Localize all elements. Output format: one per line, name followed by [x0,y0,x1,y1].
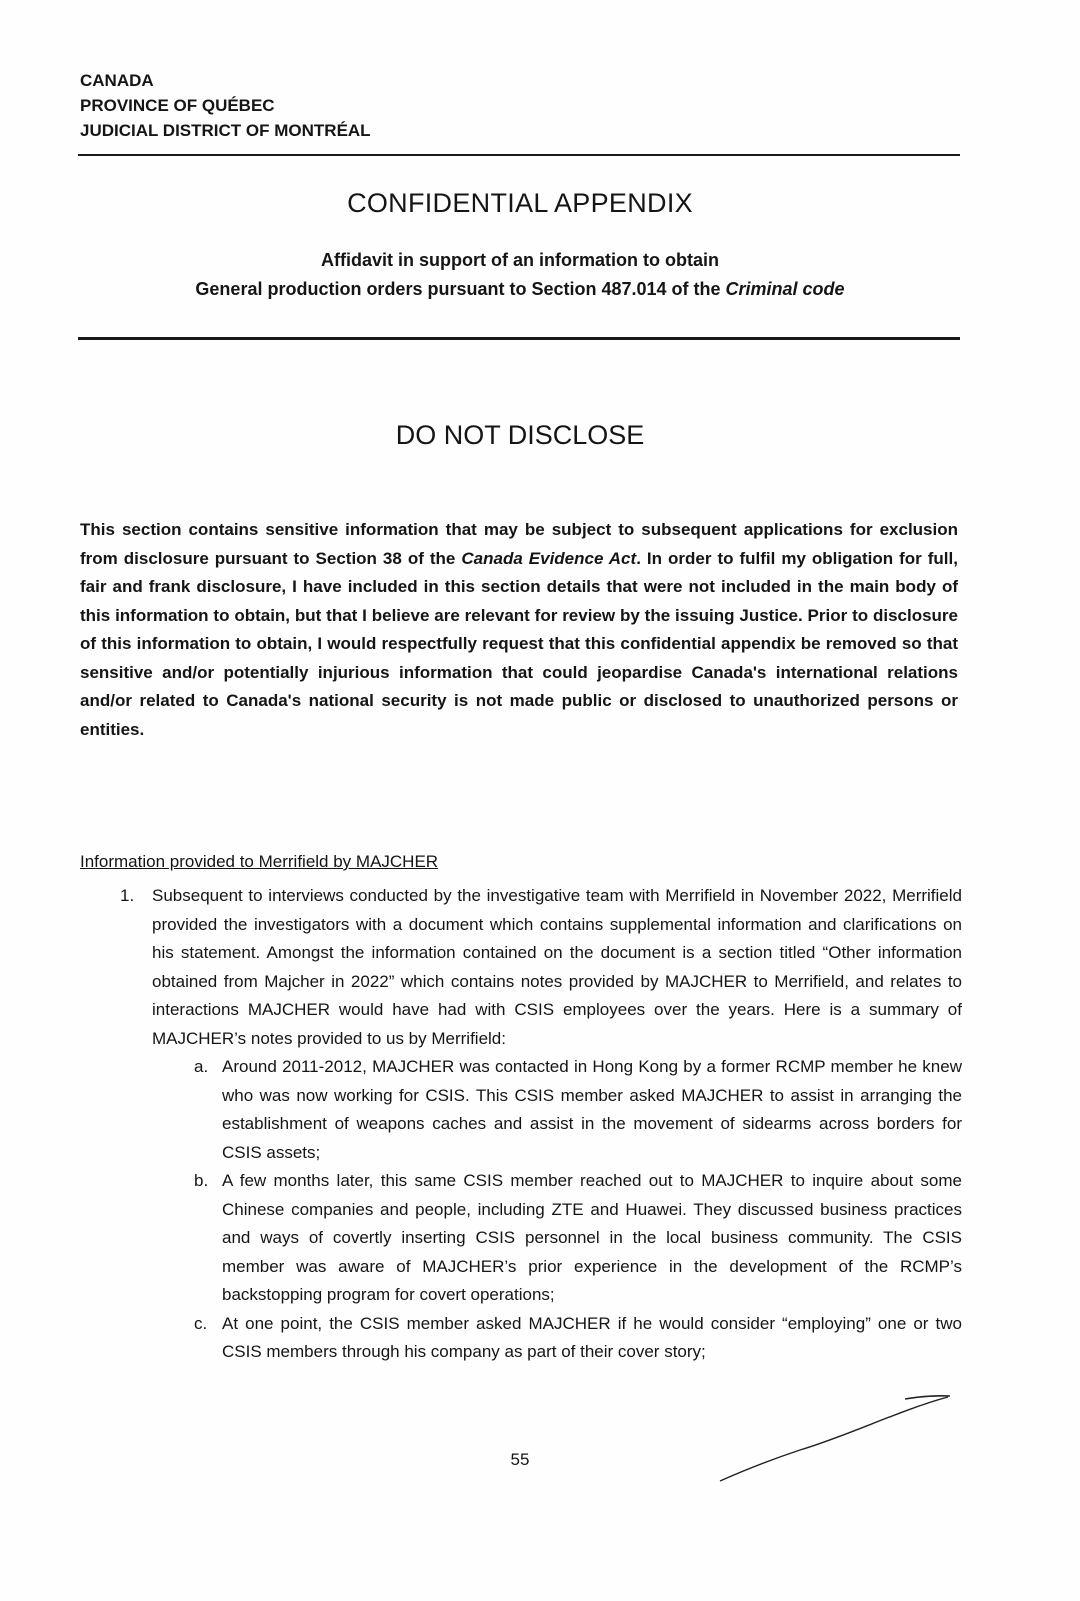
subitem-a [194,1053,962,1167]
item-number: 1. [120,886,135,905]
header-divider [78,154,960,156]
subitem-text: Around 2011-2012, MAJCHER was contacted in Hong Kong by a former RCMP member he knew who was now working for CSIS. This CSIS member asked MAJCHER to assist in arranging the establishment of weapons caches and assist in the movement of sidearms across borders for CSIS assets; [222,1057,962,1162]
page-number: 55 [510,1450,530,1469]
subitem-c [194,1310,962,1367]
evidence-act-title: Canada Evidence Act [461,548,637,568]
intro-text-end: . In order to fulfil my obligation for full, fair and frank disclosure, I have included in this section details that were not included in the main body of this information to obtain, but that I believe are relevant for review by the issuing Justice. Prior to disclosure of this information to obtain, I would respectfully request that this confidential appendix be removed so that sensitive and/or potentially injurious information that could jeopardise Canada's international relations and/or related to Canada's national security is not made public or disclosed to unauthorized persons or entities. [80,548,958,739]
header-country: CANADA [80,71,154,90]
header-district: JUDICIAL DISTRICT OF MONTRÉAL [80,121,371,140]
item-body: Subsequent to interviews conducted by the investigative team with Merrifield in November 2022, Merrifield provided the investigators with a document which contains supplemental information and clarifications on his statement. Amongst the information contained on the document is a section titled “Other information obtained from Majcher in 2022” which contains notes provided by MAJCHER to Merrifield, and relates to interactions MAJCHER would have had with CSIS employees over the years. Here is a summary of MAJCHER’s notes provided to us by Merrifield: [152,886,962,1048]
subitem-letter: b. [194,1171,209,1190]
subitem-text: At one point, the CSIS member asked MAJCHER if he would consider “employing” one or two CSIS members through his company as part of their cover story; [222,1313,962,1361]
do-not-disclose-warning: DO NOT DISCLOSE [395,420,645,450]
subitem-text: A few months later, this same CSIS member reached out to MAJCHER to inquire about some Chinese companies and people, including ZTE and Huawei. They discussed business practices and ways of covertly inserting CSIS personnel in the local business community. The CSIS member was aware of MAJCHER’s prior experience in the development of the RCMP’s backstopping program for covert operations; [222,1171,962,1304]
subtitle-line-2 [0,279,1040,300]
intro-paragraph [80,516,958,744]
subitem-letter: c. [194,1313,208,1333]
subtitle-line-1: Affidavit in support of an information to obtain [321,250,719,270]
intro-text-start: This section contains sensitive information that may be subject to subsequent applications for exclusion from disclosure pursuant to Section 38 of the [80,520,958,568]
subtitle-line-2-text: General production orders pursuant to Section 487.014 of the [195,279,726,299]
jurisdiction-header [80,68,371,143]
numbered-item-1 [120,882,962,1367]
subitem-b [194,1167,962,1310]
criminal-code-title: Criminal code [725,279,845,299]
section-heading: Information provided to Merrifield by MAJCHER [80,852,439,871]
header-province: PROVINCE OF QUÉBEC [80,96,275,115]
title-divider [78,337,960,340]
signature-strike-line [700,1380,960,1490]
subitem-letter: a. [194,1057,209,1076]
document-title: CONFIDENTIAL APPENDIX [347,188,693,218]
